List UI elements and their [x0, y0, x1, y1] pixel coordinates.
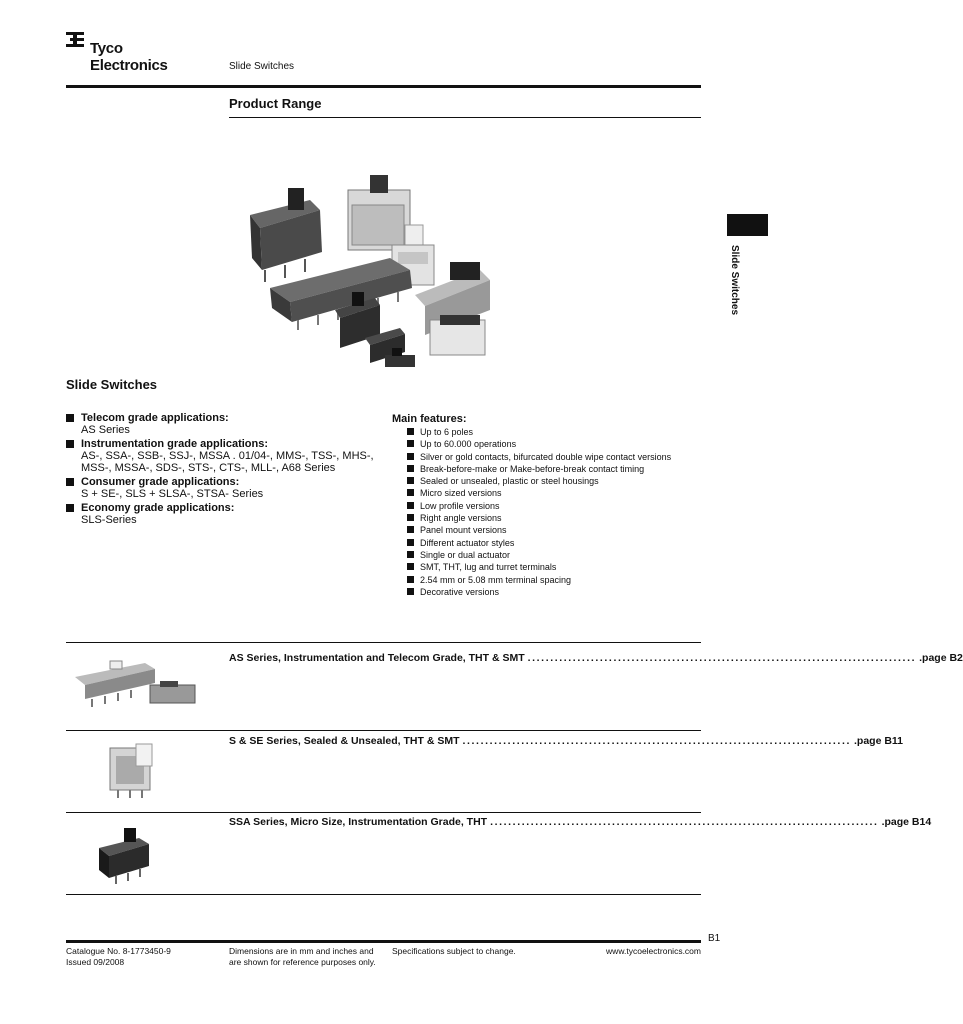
logo-text-tyco: Tyco	[90, 40, 123, 57]
feature-text: Low profile versions	[420, 500, 500, 511]
bullet-icon	[407, 563, 414, 570]
product-range-photo	[240, 170, 510, 390]
bullet-icon	[407, 576, 414, 583]
page-title: Product Range	[229, 96, 322, 111]
bullet-icon	[407, 539, 414, 546]
bullet-icon	[407, 514, 414, 521]
application-item	[66, 476, 386, 500]
feature-item	[407, 561, 707, 573]
product-page-ref: .page B2	[919, 652, 963, 664]
features-list	[407, 426, 707, 598]
application-heading: Economy grade applications:	[81, 502, 235, 514]
feature-text: Up to 60.000 operations	[420, 439, 517, 450]
leader-dots: ......................................................................................	[462, 735, 851, 747]
feature-item	[407, 586, 707, 598]
features-heading: Main features:	[392, 413, 467, 425]
feature-text: Silver or gold contacts, bifurcated double wipe contact versions	[420, 451, 672, 462]
applications-list	[66, 412, 386, 528]
feature-item	[407, 574, 707, 586]
feature-item	[407, 524, 707, 536]
product-page-ref: .page B11	[853, 735, 904, 747]
feature-item	[407, 451, 707, 463]
feature-text: Up to 6 poles	[420, 427, 474, 437]
catalogue-number: Catalogue No. 8-1773450-9	[66, 946, 171, 956]
feature-item	[407, 549, 707, 561]
switch-white-right	[430, 315, 485, 355]
product-title: AS Series, Instrumentation and Telecom Grade, THT & SMT	[229, 652, 525, 664]
ssa-series-photo	[94, 826, 164, 886]
feature-text: Panel mount versions	[420, 525, 507, 536]
feature-item	[407, 426, 707, 438]
feature-item	[407, 463, 707, 475]
product-row-s-se-series[interactable]	[229, 735, 904, 747]
bullet-icon	[407, 465, 414, 472]
feature-text: Decorative versions	[420, 586, 500, 597]
row-divider	[66, 642, 701, 643]
feature-item	[407, 487, 707, 499]
leader-dots: ......................................................................................	[527, 652, 917, 664]
feature-item	[407, 475, 707, 487]
footer-rule	[66, 940, 701, 943]
feature-text: Single or dual actuator	[420, 549, 511, 560]
bullet-icon	[66, 504, 74, 512]
title-underline	[229, 117, 701, 118]
header-rule	[66, 85, 701, 88]
product-page-ref: .page B14	[881, 816, 932, 828]
leader-dots: ......................................................................................	[490, 816, 879, 828]
logo-text-electronics: Electronics	[90, 57, 168, 74]
product-row-as-series[interactable]	[229, 652, 963, 664]
application-heading: Telecom grade applications:	[81, 412, 229, 424]
bullet-icon	[407, 526, 414, 533]
feature-text: Micro sized versions	[420, 488, 502, 499]
feature-text: Right angle versions	[420, 513, 502, 524]
feature-text: 2.54 mm or 5.08 mm terminal spacing	[420, 574, 572, 585]
row-divider	[66, 812, 701, 813]
as-series-photo	[70, 655, 210, 715]
bullet-icon	[407, 489, 414, 496]
application-heading: Consumer grade applications:	[81, 476, 240, 488]
bullet-icon	[407, 502, 414, 509]
switch-sealed-top	[348, 175, 423, 250]
feature-text: Break-before-make or Make-before-break contact timing	[420, 463, 645, 474]
dimensions-note-line1: Dimensions are in mm and inches and	[229, 946, 374, 956]
feature-item	[407, 500, 707, 512]
product-title: S & SE Series, Sealed & Unsealed, THT & SMT	[229, 735, 460, 747]
row-divider	[66, 894, 701, 895]
tyco-logo-icon	[66, 32, 86, 50]
application-description: AS-, SSA-, SSB-, SSJ-, MSSA . 01/04-, MMS-, TSS-, MHS-, MSS-, MSSA-, SDS-, STS-, CTS-, MLL-, A68 Series	[81, 450, 374, 474]
bullet-icon	[407, 551, 414, 558]
footer-catalogue	[66, 946, 171, 967]
application-description: AS Series	[81, 424, 130, 436]
footer-website-link[interactable]: www.tycoelectronics.com	[606, 946, 701, 956]
application-item	[66, 412, 386, 436]
side-tab-label: Slide Switches	[729, 244, 740, 316]
application-item	[66, 502, 386, 526]
footer-dimensions-note	[229, 946, 389, 967]
bullet-icon	[407, 453, 414, 460]
bullet-icon	[407, 440, 414, 447]
feature-item	[407, 438, 707, 450]
feature-item	[407, 512, 707, 524]
page-number: B1	[708, 933, 721, 944]
bullet-icon	[407, 477, 414, 484]
s-se-series-photo	[98, 740, 168, 802]
feature-item	[407, 537, 707, 549]
application-description: S + SE-, SLS + SLSA-, STSA- Series	[81, 488, 264, 500]
switch-large-left	[250, 188, 322, 282]
bullet-icon	[66, 414, 74, 422]
section-title: Slide Switches	[66, 377, 158, 392]
row-divider	[66, 730, 701, 731]
feature-text: Different actuator styles	[420, 537, 515, 548]
dimensions-note-line2: are shown for reference purposes only.	[229, 956, 376, 967]
bullet-icon	[66, 440, 74, 448]
bullet-icon	[407, 428, 414, 435]
application-item	[66, 438, 386, 474]
product-row-ssa-series[interactable]	[229, 816, 932, 828]
feature-text: Sealed or unsealed, plastic or steel housings	[420, 476, 599, 487]
product-title: SSA Series, Micro Size, Instrumentation Grade, THT	[229, 816, 488, 828]
bullet-icon	[407, 588, 414, 595]
footer-specifications-note: Specifications subject to change.	[392, 946, 516, 956]
feature-text: SMT, THT, lug and turret terminals	[420, 562, 557, 573]
application-description: SLS-Series	[81, 514, 137, 526]
issued-date: Issued 09/2008	[66, 956, 125, 967]
bullet-icon	[66, 478, 74, 486]
application-heading: Instrumentation grade applications:	[81, 438, 269, 450]
header-section-name: Slide Switches	[229, 61, 295, 72]
